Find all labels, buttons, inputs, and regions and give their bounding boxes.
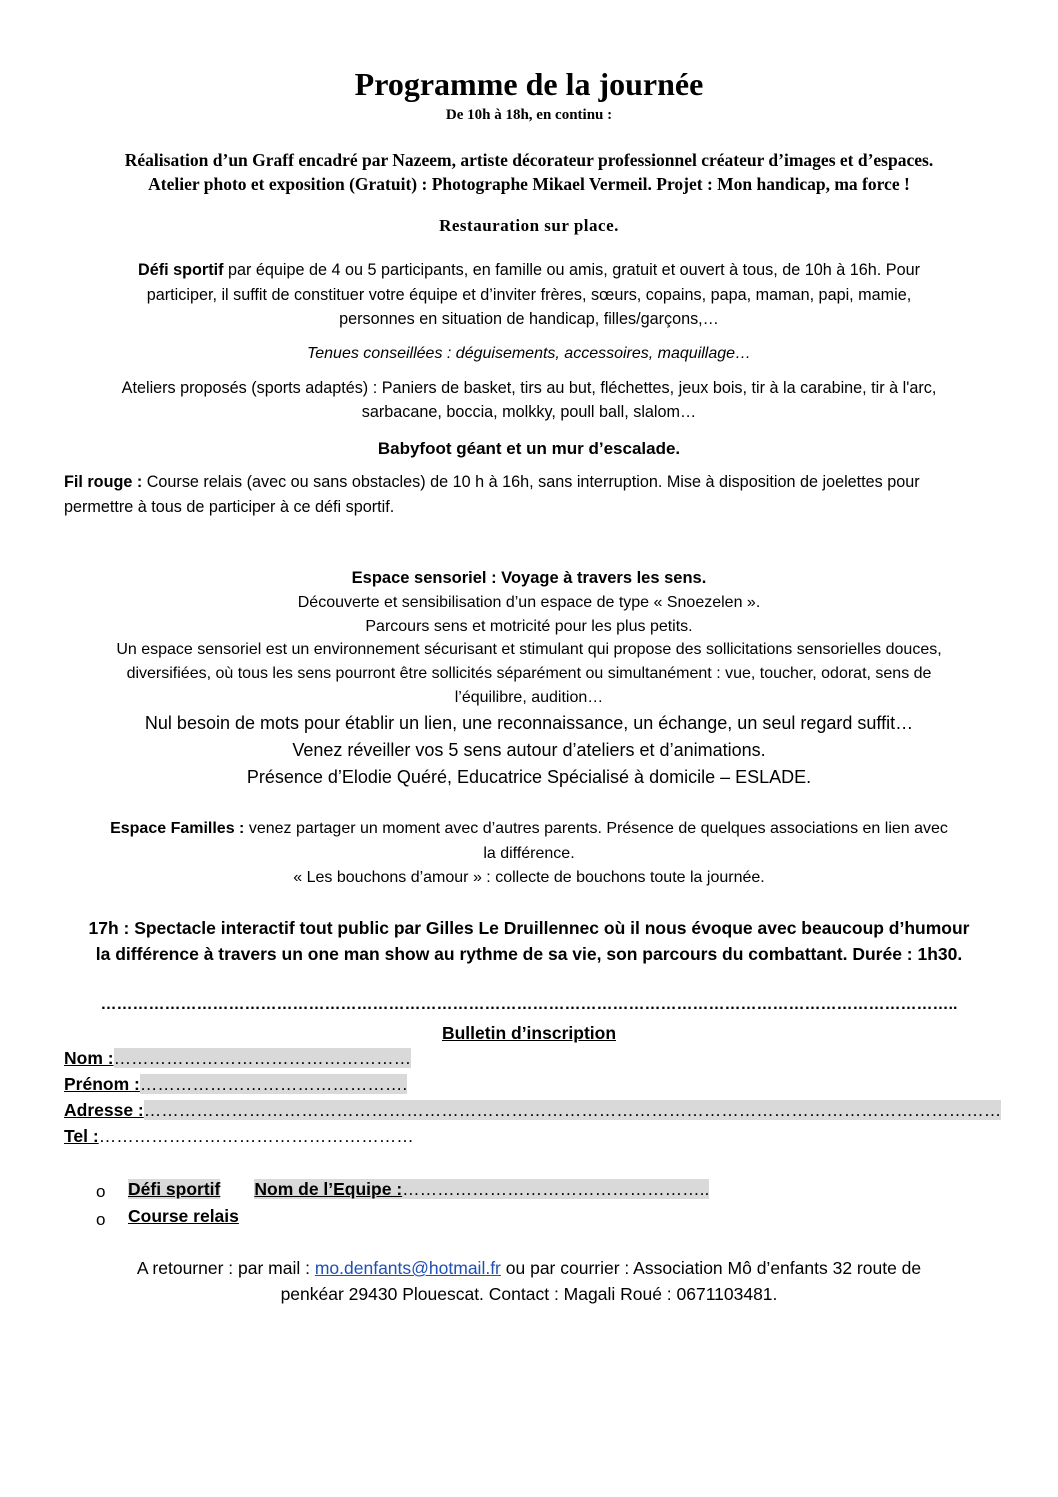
adresse-field [64, 1100, 1001, 1121]
intro-graff: Réalisation d’un Graff encadré par Nazeem, artiste décorateur professionnel créateur d’images et d’espaces. [124, 150, 934, 170]
sensoriel-large-line3: Présence d’Elodie Quéré, Educatrice Spécialisé à domicile – ESLADE. [246, 767, 812, 787]
footer-line2: penkéar 29430 Plouescat. Contact : Magali Roué : 0671103481. [280, 1284, 778, 1304]
tel-label: Tel : [64, 1126, 99, 1146]
email-link[interactable]: mo.denfants@hotmail.fr [314, 1258, 501, 1278]
spectacle-line2: la différence à travers un one man show au rythme de sa vie, son parcours du combattant. Durée : 1h30. [95, 944, 963, 964]
defi-paragraph-line3: personnes en situation de handicap, filles/garçons,… [339, 310, 719, 328]
prenom-label: Prénom : [64, 1074, 140, 1094]
tenues-line: Tenues conseillées : déguisements, accessoires, maquillage… [306, 345, 752, 362]
nom-label: Nom : [64, 1048, 114, 1068]
tel-field [64, 1126, 414, 1147]
prenom-field [64, 1074, 407, 1095]
sensoriel-title: Espace sensoriel : Voyage à travers les sens. [351, 569, 707, 587]
ateliers-line1: Ateliers proposés (sports adaptés) : Paniers de basket, tirs au but, fléchettes, jeux bois, tir à la carabine, tir à l'arc, [121, 379, 937, 397]
familles-label: Espace Familles : [110, 820, 245, 837]
defi-paragraph-line1 [60, 261, 998, 280]
familles-line3: « Les bouchons d’amour » : collecte de bouchons toute la journée. [293, 869, 765, 886]
sensoriel-line1: Découverte et sensibilisation d’un espace de type « Snoezelen ». [297, 594, 761, 611]
nom-field [64, 1048, 411, 1069]
bullet-defi-icon: o [96, 1182, 106, 1201]
footer-line1 [60, 1258, 998, 1279]
restauration-heading: Restauration sur place. [439, 216, 619, 235]
sensoriel-line2: Parcours sens et motricité pour les plus petits. [365, 618, 693, 635]
defi-label: Défi sportif [138, 261, 224, 279]
familles-line1 [60, 820, 998, 838]
spectacle-line1: 17h : Spectacle interactif tout public par Gilles Le Druillennec où il nous évoque avec beaucoup d’humour [88, 918, 970, 938]
sensoriel-large-line2: Venez réveiller vos 5 sens autour d’ateliers et d’animations. [292, 740, 766, 760]
defi-paragraph-line2: participer, il suffit de constituer votre équipe et d’inviter frères, sœurs, copains, papa, maman, papi, mamie, [146, 286, 912, 304]
page-title: Programme de la journée [354, 66, 704, 102]
footer-after: ou par courrier : Association Mô d’enfants 32 route de [500, 1258, 922, 1278]
equipe-label: Nom de l’Equipe : [254, 1179, 403, 1199]
separator-line: …………………………………………………………………………………………………………………………………………….. [100, 996, 958, 1013]
sensoriel-large-line1: Nul besoin de mots pour établir un lien, une reconnaissance, un échange, un seul regard suffit… [144, 713, 914, 733]
fil-rouge-text-1: Course relais (avec ou sans obstacles) de 10 h à 16h, sans interruption. Mise à disposition de joelettes pour [142, 473, 920, 491]
defi-text-1: par équipe de 4 ou 5 participants, en famille ou amis, gratuit et ouvert à tous, de 10h à 16h. Pour [223, 261, 920, 279]
sensoriel-line3: Un espace sensoriel est un environnement sécurisant et stimulant qui propose des sollicitations sensorielles douces, [116, 641, 942, 658]
adresse-label: Adresse : [64, 1100, 144, 1120]
prenom-input[interactable]: ………………………………………. [139, 1074, 408, 1094]
intro-photo: Atelier photo et exposition (Gratuit) : Photographe Mikael Vermeil. Projet : Mon handicap, ma force ! [148, 174, 910, 194]
familles-text-1: venez partager un moment avec d’autres parents. Présence de quelques associations en lien avec [244, 820, 948, 837]
ateliers-line2: sarbacane, boccia, molkky, poull ball, slalom… [361, 403, 697, 421]
sensoriel-line5: l’équilibre, audition… [454, 689, 604, 706]
option-defi-sportif[interactable]: Défi sportif [128, 1179, 221, 1199]
equipe-field [254, 1179, 709, 1199]
fil-rouge-line2: permettre à tous de participer à ce défi sportif. [64, 498, 395, 516]
familles-line2: la différence. [483, 845, 575, 862]
option-course-relais[interactable]: Course relais [128, 1206, 239, 1226]
adresse-input[interactable]: ………………………………………………………………………………………………………………………………… [143, 1100, 1002, 1120]
equipe-input[interactable]: …………………………………………….. [402, 1179, 710, 1199]
bullet-course-icon: o [96, 1210, 106, 1229]
sensoriel-line4: diversifiées, où tous les sens pourront être sollicités séparément ou simultanément : vue, toucher, odorat, sens de [126, 665, 932, 682]
bulletin-title: Bulletin d’inscription [441, 1023, 617, 1043]
tel-input[interactable]: ……………………………………………… [98, 1126, 414, 1146]
fil-rouge-label: Fil rouge : [64, 473, 143, 491]
fil-rouge-line1 [64, 473, 920, 492]
nom-input[interactable]: …………………………………………… [113, 1048, 412, 1068]
footer-before: A retourner : par mail : [136, 1258, 315, 1278]
babyfoot-line: Babyfoot géant et un mur d’escalade. [377, 439, 681, 458]
option-defi-row [128, 1179, 709, 1200]
page-subtitle: De 10h à 18h, en continu : [445, 107, 613, 123]
